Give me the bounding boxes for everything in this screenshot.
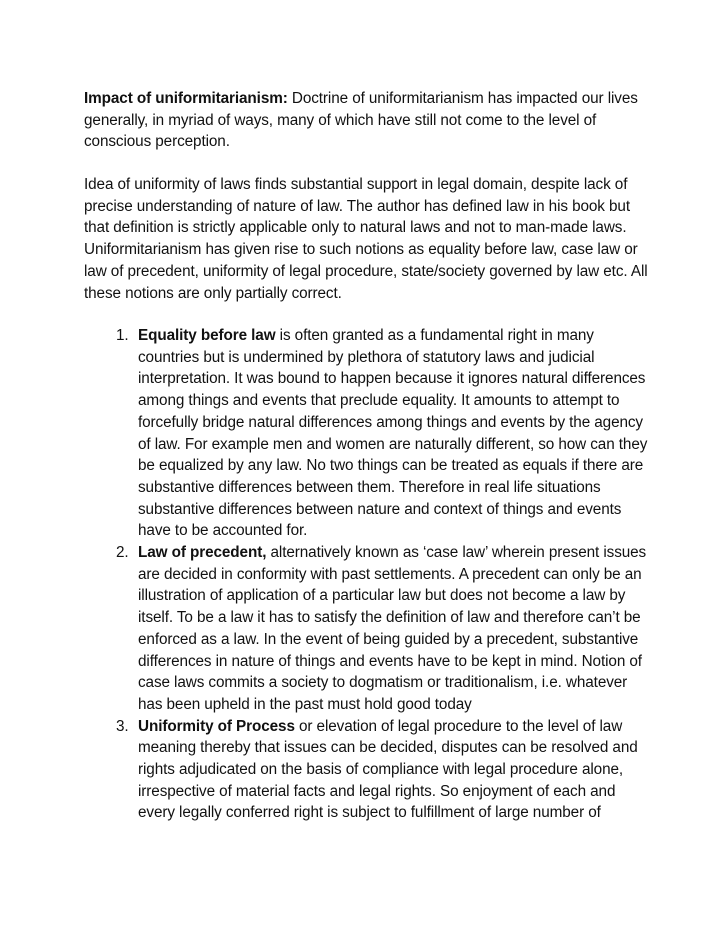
intro-paragraph (84, 88, 654, 153)
list-item-number: 1. (116, 327, 129, 344)
list-item (84, 716, 654, 825)
intro-heading: Impact of uniformitarianism: (84, 90, 288, 107)
list-item (84, 325, 654, 542)
list-item-heading: Equality before law (138, 327, 276, 344)
list-item-number: 3. (116, 717, 129, 735)
list-item-number: 2. (116, 544, 129, 562)
intro-text: Doctrine of uniformitarianism has impacted our lives generally, in myriad of ways, many of which have still not come to the level of conscious perception. (84, 90, 638, 151)
numbered-list (84, 325, 654, 824)
list-item-text: or elevation of legal procedure to the level of law meaning thereby that issues can be decided, disputes can be resolved and rights adjudicated on the basis of compliance with legal procedure alone, irrespective of material facts and legal rights. So enjoyment of each and every legally conferred right is subject to fulfillment of large number of (138, 717, 638, 822)
list-item-text: is often granted as a fundamental right in many countries but is undermined by plethora of statutory laws and judicial interpretation. It was bound to happen because it ignores natural differences among things and events that preclude equality. It amounts to attempt to forcefully bridge natural differences among things and events by the agency of law. For example men and women are naturally different, so how can they be equalized by any law. No two things can be treated as equals if there are substantive differences between them. Therefore in real life situations substantive differences between nature and context of things and events have to be accounted for. (138, 327, 648, 540)
body-paragraph (84, 174, 654, 304)
body-paragraph-text: Idea of uniformity of laws finds substantial support in legal domain, despite lack of precise understanding of nature of law. The author has defined law in his book but that definition is strictly applicable only to natural laws and not to man-made laws. Uniformitarianism has given rise to such notions as equality before law, case law or law of precedent, uniformity of legal procedure, state/society governed by law etc. All these notions are only partially correct. (84, 176, 648, 302)
list-item-text: alternatively known as ‘case law’ wherein present issues are decided in conformity with past settlements. A precedent can only be an illustration of application of a particular law but does not become a law by itself. To be a law it has to satisfy the definition of law and therefore can’t be enforced as a law. In the event of being guided by a precedent, substantive differences in nature of things and events have to be kept in mind. Notion of case laws commits a society to dogmatism or traditionalism, i.e. whatever has been upheld in the past must hold good today (138, 544, 647, 713)
list-item-heading: Law of precedent, (138, 544, 267, 562)
list-item (84, 542, 654, 716)
list-item-heading: Uniformity of Process (138, 717, 295, 735)
